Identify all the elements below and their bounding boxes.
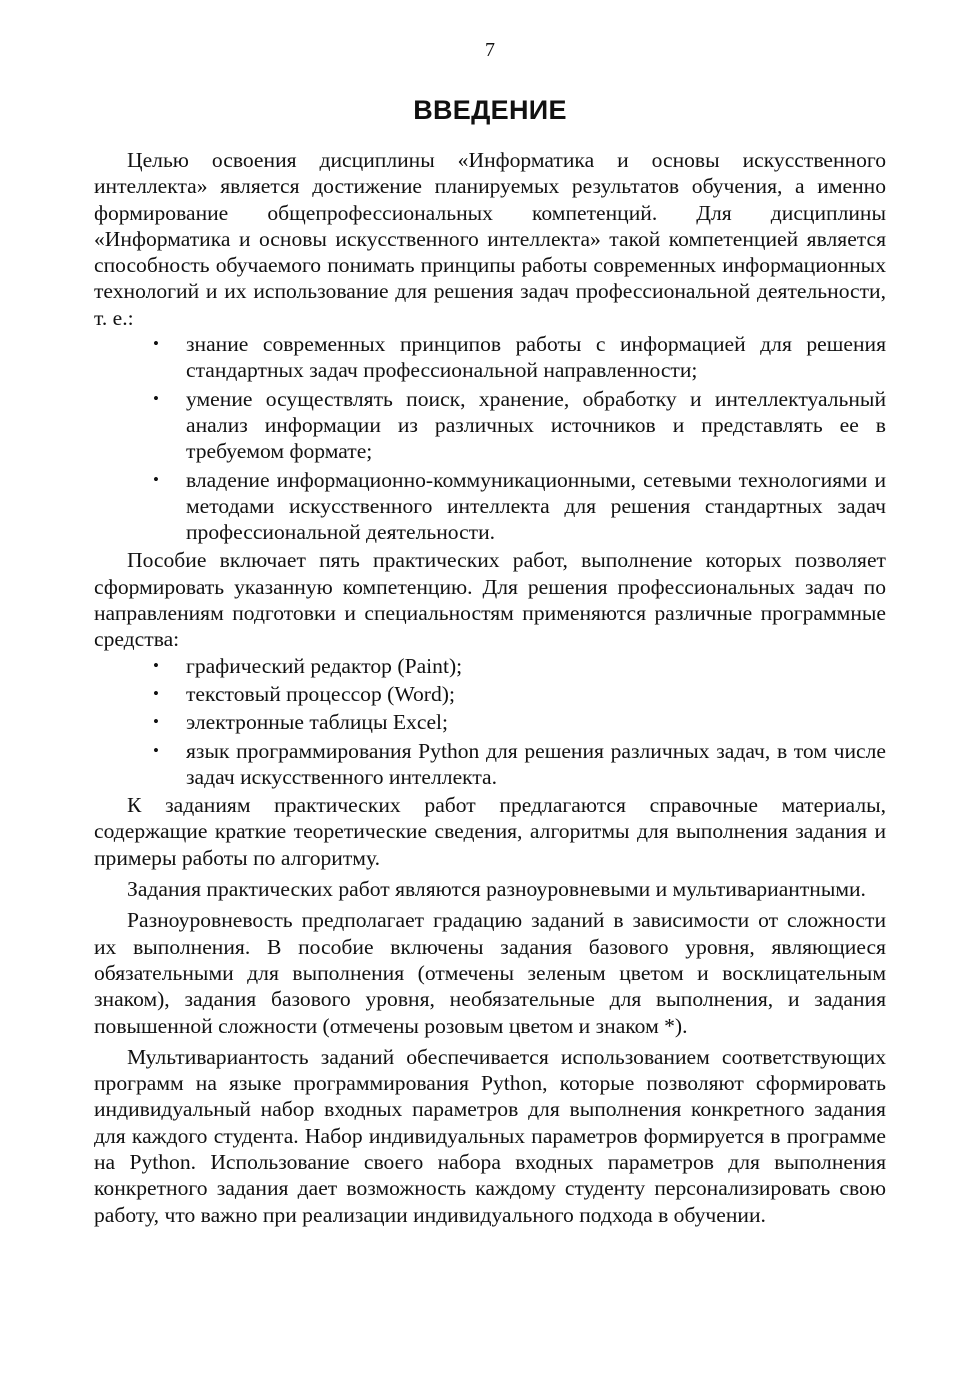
paragraph-levels: Задания практических работ являются разноуровневыми и мультивариантными. xyxy=(127,877,866,902)
list-item xyxy=(153,681,886,707)
bullet-icon: • xyxy=(153,655,159,675)
software-list xyxy=(94,653,886,790)
bullet-icon: • xyxy=(153,740,159,760)
list-item xyxy=(153,738,886,791)
list-item-text: владение информационно-коммуникационными, сетевыми технологиями и методами искусственного интеллекта для решения стандартных задач профессиональной деятельности. xyxy=(186,467,886,545)
bullet-icon: • xyxy=(153,469,159,489)
paragraph-difficulty: Разноуровневость предполагает градацию заданий в зависимости от сложности их выполнения. В пособие включены задания базового уровня, являющиеся обязательными для выполнения (отмечены зеленым цветом и восклицательным знаком), задания базового уровня, необязательные для выполнения, и задания повышенной сложности (отмечены розовым цветом и знаком *). xyxy=(94,908,886,1038)
paragraph-reference-materials: К заданиям практических работ предлагаются справочные материалы, содержащие краткие теоретические сведения, алгоритмы для выполнения задания и примеры работы по алгоритму. xyxy=(94,793,886,870)
list-item xyxy=(153,653,886,679)
bullet-icon: • xyxy=(153,334,159,354)
bullet-icon: • xyxy=(153,712,159,732)
paragraph-goal: Целью освоения дисциплины «Информатика и основы искусственного интеллекта» является достижение планируемых результатов обучения, а именно формирование общепрофессиональных компетенций. Для дисциплины «Информатика и основы искусственного интеллекта» такой компетенцией является способность обучаемого понимать принципы работы современных информационных технологий и их использование для решения задач профессиональной деятельности, т. е.: xyxy=(94,148,886,330)
bullet-icon: • xyxy=(153,683,159,703)
paragraph-variants: Мультивариантость заданий обеспечивается использованием соответствующих программ на языке программирования Python, которые позволяют сформировать индивидуальный набор входных параметров для выполнения конкретного задания для каждого студента. Набор индивидуальных параметров формируется в программе на Python. Использование своего набора входных параметров для выполнения конкретного задания дает возможность каждому студенту персонализировать свою работу, что важно при реализации индивидуального подхода в обучении. xyxy=(94,1044,886,1227)
list-item-text: знание современных принципов работы с информацией для решения стандартных задач профессиональной направленности; xyxy=(186,332,886,383)
list-item-text: графический редактор (Paint); xyxy=(186,653,463,678)
list-item-text: умение осуществлять поиск, хранение, обработку и интеллектуальный анализ информации из различных источников и представлять ее в требуемом формате; xyxy=(186,386,886,464)
list-item xyxy=(153,331,886,384)
list-item-text: текстовый процессор (Word); xyxy=(186,681,455,706)
page-title: ВВЕДЕНИЕ xyxy=(413,95,567,125)
body-text xyxy=(94,147,886,1228)
bullet-icon: • xyxy=(153,388,159,408)
list-item xyxy=(153,386,886,465)
list-item-text: электронные таблицы Excel; xyxy=(186,710,449,735)
list-item xyxy=(153,709,886,735)
list-item-text: язык программирования Python для решения различных задач, в том числе задач искусственного интеллекта. xyxy=(186,738,886,789)
list-item xyxy=(153,467,886,546)
page-number: 7 xyxy=(485,39,495,61)
competence-list xyxy=(94,331,886,545)
paragraph-contents: Пособие включает пять практических работ, выполнение которых позволяет сформировать указанную компетенцию. Для решения профессиональных задач по направлениям подготовки и специальностям применяются различные программные средства: xyxy=(94,548,886,652)
